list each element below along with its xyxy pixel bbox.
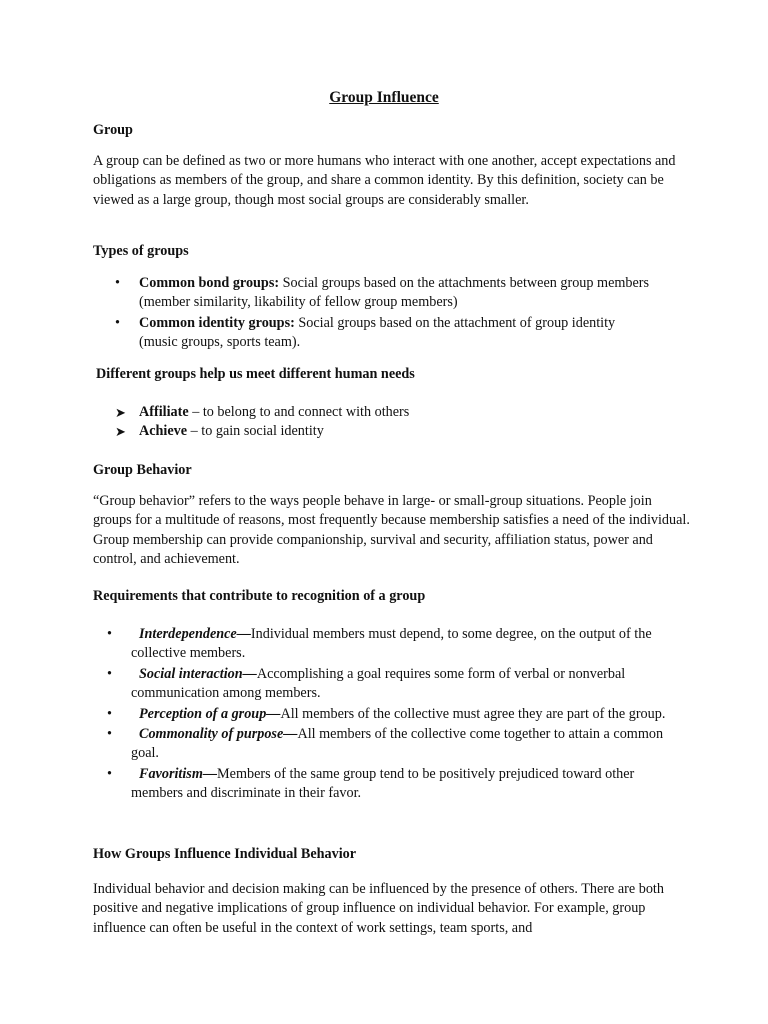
- bullet-icon: •: [115, 314, 120, 331]
- section-heading-needs: [96, 365, 696, 384]
- list-item: [93, 705, 673, 724]
- item-text: Social groups based on the attachments between group members (member similarity, likability of fellow group members): [139, 275, 650, 311]
- arrow-bullet-icon: ➤: [115, 405, 126, 420]
- item-text: Individual members must depend, to some degree, on the output of the collective members.: [131, 626, 652, 662]
- heading-group: Group: [93, 122, 133, 138]
- paragraph-influence: Individual behavior and decision making can be influenced by the presence of others. There are both positive and negative implications of group influence on individual behavior. For example, group influence can often be useful in the context of work settings, team sports, and: [93, 881, 664, 936]
- list-item: [93, 422, 693, 441]
- arrow-bullet-icon: ➤: [115, 424, 126, 440]
- paragraph-behavior: “Group behavior” refers to the ways people behave in large- or small-group situations. People join groups for a multitude of reasons, most frequently because membership satisfies a need of the individual. Group membership can provide companionship, survival and security, affiliation status, power and control, and achievement.: [93, 493, 690, 568]
- item-text: Social groups based on the attachment of group identity (music groups, sports team).: [139, 314, 616, 351]
- item-lead: Common identity groups:: [139, 314, 295, 331]
- item-lead: Commonality of purpose—: [139, 726, 298, 743]
- list-item: [93, 765, 673, 804]
- item-text: – to belong to and connect with others: [188, 404, 410, 420]
- heading-how-groups-influence: How Groups Influence Individual Behavior: [93, 846, 357, 862]
- list-item: [93, 725, 673, 764]
- heading-types-of-groups: Types of groups: [93, 243, 189, 259]
- item-lead: Social interaction—: [139, 665, 257, 682]
- types-list: [93, 274, 653, 353]
- item-lead: Interdependence—: [139, 626, 251, 642]
- heading-requirements: Requirements that contribute to recognition of a group: [93, 588, 426, 604]
- group-definition: [93, 152, 693, 210]
- paragraph-group: A group can be defined as two or more humans who interact with one another, accept expectations and obligations as members of the group, and share a common identity. By this definition, society can be viewed as a large group, though most social groups are considerably smaller.: [93, 153, 676, 208]
- item-text: All members of the collective must agree they are part of the group.: [280, 705, 666, 722]
- section-heading-types: [93, 242, 693, 261]
- section-heading-group: [93, 121, 693, 140]
- list-item: [93, 314, 653, 353]
- item-lead: Common bond groups:: [139, 275, 280, 291]
- list-item: [93, 274, 653, 313]
- bullet-icon: •: [107, 765, 112, 782]
- item-lead: Achieve: [139, 423, 188, 440]
- bullet-icon: •: [107, 665, 112, 682]
- list-item: [93, 403, 693, 422]
- heading-group-behavior: Group Behavior: [93, 462, 192, 478]
- influence-paragraph: [93, 880, 673, 938]
- bullet-icon: •: [107, 726, 112, 743]
- item-lead: Perception of a group—: [139, 705, 281, 722]
- item-text: Accomplishing a goal requires some form of verbal or nonverbal communication among members.: [131, 665, 626, 702]
- item-lead: Affiliate: [139, 404, 189, 420]
- section-heading-behavior: [93, 461, 693, 480]
- bullet-icon: •: [115, 275, 120, 291]
- behavior-definition: [93, 492, 693, 570]
- bullet-icon: •: [107, 626, 112, 642]
- list-item: [93, 665, 673, 704]
- page-title: Group Influence: [329, 89, 439, 106]
- requirements-list: [93, 625, 673, 804]
- section-heading-requirements: [93, 587, 693, 606]
- item-text: Members of the same group tend to be positively prejudiced toward other members and discriminate in their favor.: [131, 765, 635, 802]
- heading-needs: Different groups help us meet different human needs: [96, 366, 415, 382]
- item-text: – to gain social identity: [187, 423, 324, 440]
- bullet-icon: •: [107, 705, 112, 722]
- item-text: All members of the collective come together to attain a common goal.: [131, 726, 664, 762]
- list-item: [93, 625, 673, 664]
- needs-list: [93, 403, 693, 442]
- item-lead: Favoritism—: [139, 765, 218, 782]
- section-heading-influence: [93, 845, 693, 864]
